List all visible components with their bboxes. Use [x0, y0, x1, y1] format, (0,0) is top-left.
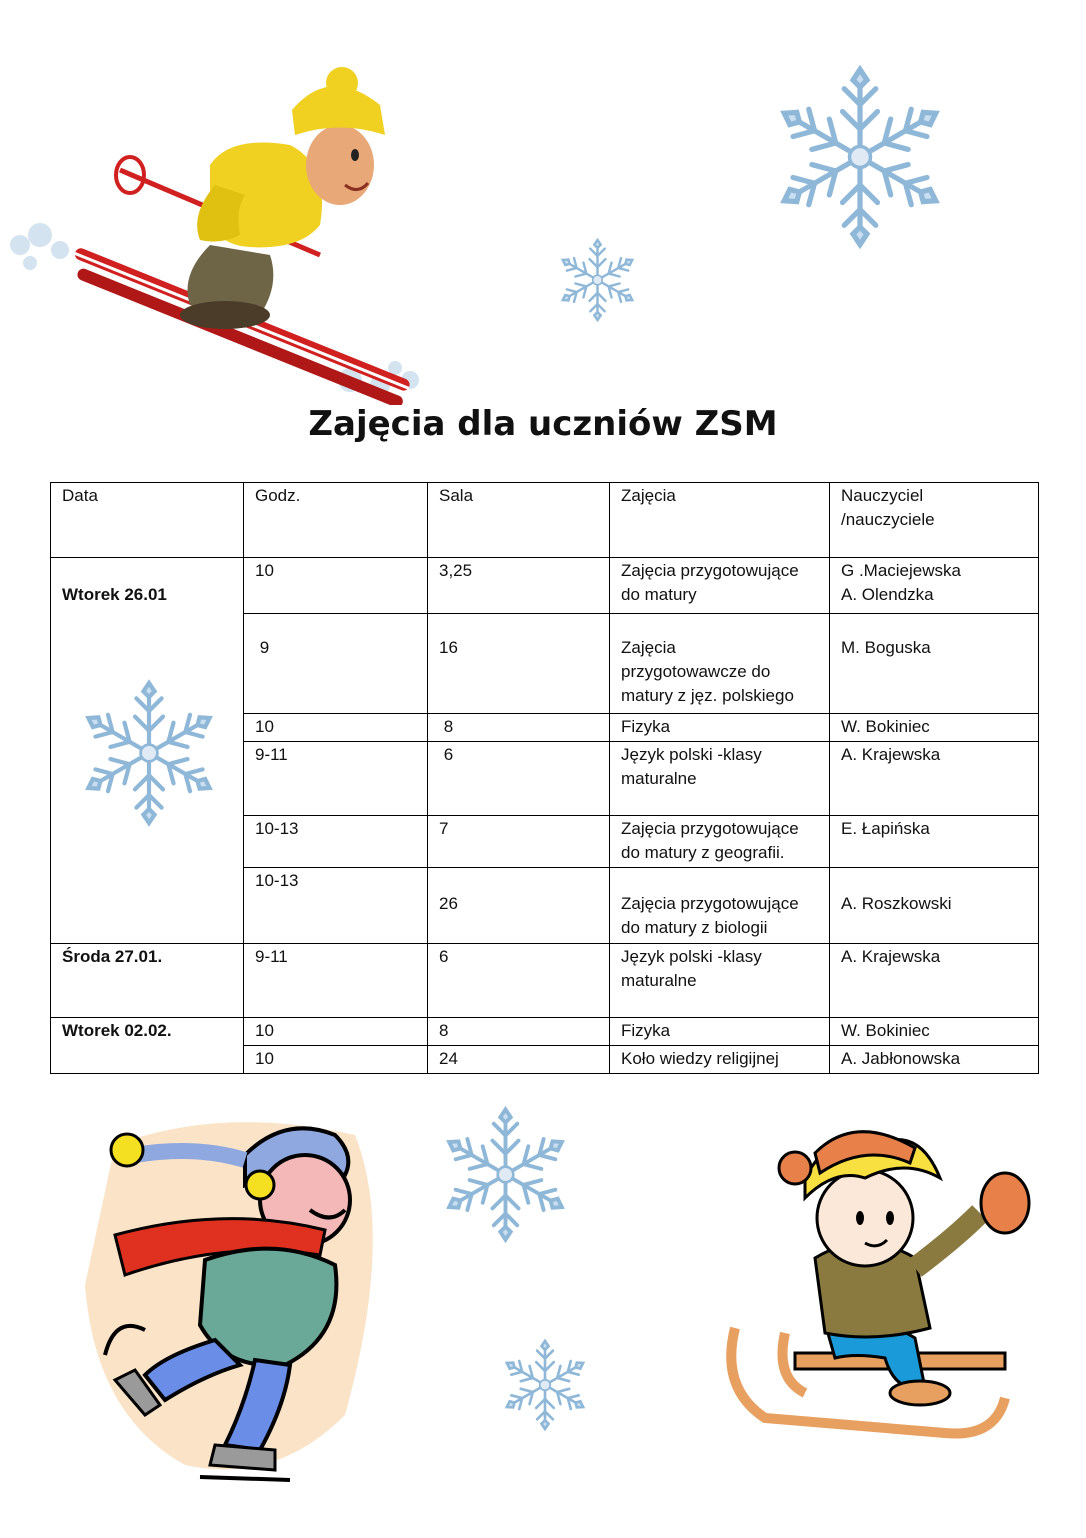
teacher-cell: M. Boguska: [830, 614, 1039, 714]
hour-cell: 10: [244, 1046, 428, 1074]
teacher-cell: E. Łapińska: [830, 816, 1039, 868]
date-cell: [51, 558, 244, 944]
activity-cell: Zajęcia przygotowujące do matury: [610, 558, 830, 614]
teacher-cell: A. Roszkowski: [830, 868, 1039, 944]
column-header: Godz.: [244, 483, 428, 558]
room-cell: 26: [428, 868, 610, 944]
hour-cell: 9-11: [244, 742, 428, 816]
hour-cell: 9: [244, 614, 428, 714]
teacher-cell: W. Bokiniec: [830, 1018, 1039, 1046]
room-cell: 8: [428, 714, 610, 742]
room-cell: 24: [428, 1046, 610, 1074]
hour-cell: 10: [244, 714, 428, 742]
activity-cell: Zajęcia przygotowujące do matury z biologii: [610, 868, 830, 944]
hour-cell: 10-13: [244, 816, 428, 868]
table-row: [51, 944, 1039, 1018]
activity-cell: Zajęcia przygotowawcze do matury z jęz. polskiego: [610, 614, 830, 714]
hour-cell: 10-13: [244, 868, 428, 944]
hour-cell: 10: [244, 1018, 428, 1046]
snowflake-icon: [500, 1335, 590, 1435]
snowflake-icon: [79, 676, 219, 831]
teacher-cell: G .Maciejewska A. Olendzka: [830, 558, 1039, 614]
hour-cell: 9-11: [244, 944, 428, 1018]
ice-skater-clipart: [75, 1115, 405, 1485]
activity-cell: Koło wiedzy religijnej: [610, 1046, 830, 1074]
date-cell: Środa 27.01.: [51, 944, 244, 1018]
room-cell: 6: [428, 742, 610, 816]
activity-cell: Język polski -klasy maturalne: [610, 742, 830, 816]
column-header: Zajęcia: [610, 483, 830, 558]
column-header: Nauczyciel /nauczyciele: [830, 483, 1039, 558]
table-header-row: [51, 483, 1039, 558]
room-cell: 8: [428, 1018, 610, 1046]
table-row: [51, 1018, 1039, 1046]
teacher-cell: A. Krajewska: [830, 944, 1039, 1018]
hour-cell: 10: [244, 558, 428, 614]
room-cell: 6: [428, 944, 610, 1018]
teacher-cell: W. Bokiniec: [830, 714, 1039, 742]
snowflake-icon: [770, 60, 950, 255]
activity-cell: Fizyka: [610, 1018, 830, 1046]
snowflake-icon: [555, 235, 640, 325]
column-header: Data: [51, 483, 244, 558]
activity-cell: Język polski -klasy maturalne: [610, 944, 830, 1018]
column-header: Sala: [428, 483, 610, 558]
snowflake-icon: [438, 1100, 573, 1250]
table-row: [51, 558, 1039, 614]
skier-clipart: [0, 35, 440, 405]
activity-cell: Fizyka: [610, 714, 830, 742]
room-cell: 16: [428, 614, 610, 714]
teacher-cell: A. Jabłonowska: [830, 1046, 1039, 1074]
room-cell: 3,25: [428, 558, 610, 614]
page-title: Zajęcia dla uczniów ZSM: [308, 404, 778, 444]
room-cell: 7: [428, 816, 610, 868]
sledding-child-clipart: [715, 1118, 1045, 1448]
date-cell: Wtorek 02.02.: [51, 1018, 244, 1074]
date-label: Wtorek 26.01: [62, 585, 167, 604]
activity-cell: Zajęcia przygotowujące do matury z geografii.: [610, 816, 830, 868]
schedule-table: [50, 482, 1039, 1074]
teacher-cell: A. Krajewska: [830, 742, 1039, 816]
